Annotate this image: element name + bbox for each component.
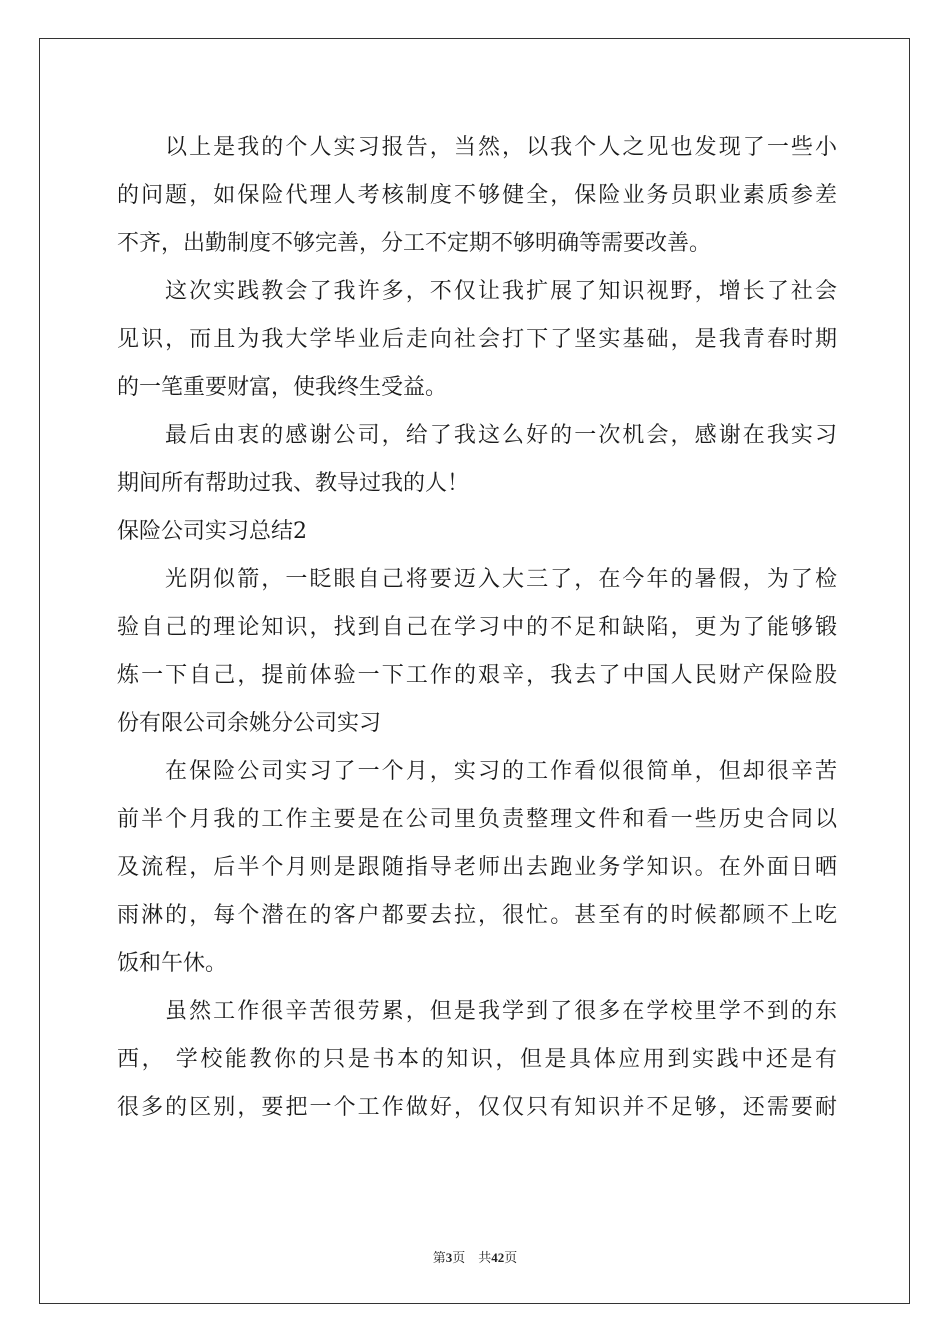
paragraph-line: 光阴似箭，一眨眼自己将要迈入大三了，在今年的暑假，为了检 <box>165 567 837 592</box>
paragraph-line: 验自己的理论知识，找到自己在学习中的不足和缺陷，更为了能够锻 <box>117 615 837 640</box>
paragraph-line: 炼一下自己，提前体验一下工作的艰辛，我去了中国人民财产保险股 <box>117 663 837 688</box>
paragraph-line: 饭和午休。 <box>117 951 228 976</box>
page-number-mid: 页 共 <box>452 1251 492 1266</box>
paragraph-line: 前半个月我的工作主要是在公司里负责整理文件和看一些历史合同以 <box>117 807 837 832</box>
paragraph-line: 虽然工作很辛苦很劳累，但是我学到了很多在学校里学不到的东 <box>165 999 837 1024</box>
paragraph-line: 的一笔重要财富，使我终生受益。 <box>117 375 448 400</box>
page-footer <box>0 1247 950 1266</box>
page-number-total: 42 <box>491 1250 505 1265</box>
page-number-suffix: 页 <box>504 1251 518 1266</box>
paragraph-line: 的问题，如保险代理人考核制度不够健全，保险业务员职业素质参差 <box>117 183 837 208</box>
page-number-current: 3 <box>445 1250 453 1265</box>
document-body <box>117 124 837 1132</box>
paragraph-line: 最后由衷的感谢公司，给了我这么好的一次机会，感谢在我实习 <box>165 423 837 448</box>
paragraph-line: 份有限公司余姚分公司实习 <box>117 711 382 736</box>
page-number-prefix: 第 <box>432 1251 446 1266</box>
section-heading: 保险公司实习总结2 <box>117 519 307 544</box>
paragraph-line: 在保险公司实习了一个月，实习的工作看似很简单，但却很辛苦 <box>165 759 837 784</box>
paragraph-line: 雨淋的，每个潜在的客户都要去拉，很忙。甚至有的时候都顾不上吃 <box>117 903 837 928</box>
paragraph-line: 期间所有帮助过我、教导过我的人！ <box>117 471 470 496</box>
paragraph-line: 见识，而且为我大学毕业后走向社会打下了坚实基础，是我青春时期 <box>117 327 837 352</box>
paragraph-line: 及流程，后半个月则是跟随指导老师出去跑业务学知识。在外面日晒 <box>117 855 837 880</box>
paragraph-line: 这次实践教会了我许多，不仅让我扩展了知识视野，增长了社会 <box>165 279 837 304</box>
paragraph-line: 很多的区别，要把一个工作做好，仅仅只有知识并不足够，还需要耐 <box>117 1095 837 1120</box>
paragraph-line: 西， 学校能教你的只是书本的知识，但是具体应用到实践中还是有 <box>117 1047 837 1072</box>
paragraph-line: 不齐，出勤制度不够完善，分工不定期不够明确等需要改善。 <box>117 231 712 256</box>
paragraph-line: 以上是我的个人实习报告，当然，以我个人之见也发现了一些小 <box>165 135 837 160</box>
